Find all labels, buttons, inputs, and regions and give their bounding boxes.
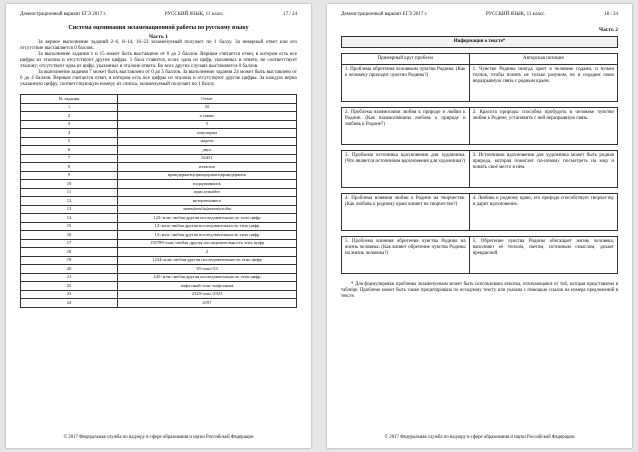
table-row <box>21 171 297 180</box>
task-number-cell: 10 <box>21 180 118 189</box>
author-position-cell: 1. Чувство Родины иногда зреет в человеке годами, и нужен толчок, чтобы понять не только разумом, но и сердцем свою неразрывную связь с родным краем. <box>469 65 617 102</box>
answer-cell: откупорил <box>118 129 297 138</box>
header-subject: РУССКИЙ ЯЗЫК, 11 класс. <box>164 12 225 17</box>
footnote: * Для формулировки проблемы экзаменуемым может быть использована лексика, отличающаяся от той, которая представлена в таблице. Проблема может быть также процитирована по исходному тексту или указана с помощью ссылок на номера предложений в тексте. <box>341 282 618 299</box>
task-number-cell: 1 <box>21 103 118 112</box>
header-page-number: 18 / 24 <box>604 12 618 17</box>
task-number-cell: 19 <box>21 256 118 265</box>
answer-cell: пафосный<или>пафосным <box>118 282 297 291</box>
answer-cell: 5 <box>118 120 297 129</box>
task-number-cell: 15 <box>21 222 118 231</box>
table-row <box>21 222 297 231</box>
task-number-cell: 22 <box>21 282 118 291</box>
task-number-cell: 9 <box>21 171 118 180</box>
answer-cell: 12<или>любая другая последовательность этих цифр <box>118 222 297 231</box>
table-row <box>21 120 297 129</box>
header-subject: РУССКИЙ ЯЗЫК, 11 класс. <box>485 12 546 17</box>
table-row <box>21 112 297 121</box>
answer-cell: 4197 <box>118 299 297 308</box>
answer-cell: надеть <box>118 137 297 146</box>
task-number-cell: 17 <box>21 239 118 248</box>
task-number-cell: 5 <box>21 137 118 146</box>
answer-cell: 123<или>любая другая последовательность этих цифр <box>118 214 297 223</box>
answer-cell: 35<или>53 <box>118 265 297 274</box>
task-number-cell: 7 <box>21 154 118 163</box>
header-title: Демонстрационный вариант ЕГЭ 2017 г. <box>341 12 428 17</box>
paragraph: За верное выполнение заданий 2–6, 8–14, 16–23 экзаменуемый получает по 1 баллу. За неверный ответ или его отсутствие выставляется 0 баллов. <box>20 40 297 51</box>
page-footer: © 2017 Федеральная служба по надзору в сфере образования и науки Российской Федерации <box>384 435 575 440</box>
task-number-cell: 23 <box>21 290 118 299</box>
answer-cell: подорвавшись <box>118 180 297 189</box>
paragraph: За выполнение задания 1 и 15 может быть выставлено от 0 до 2 баллов. Верным считается ответ, в котором есть все цифры из эталона и отсутствуют другие цифры. 1 балл ставится, если: одна из цифр, указанных в ответе, не соответствует эталону; отсутствует одна из цифр, указанных в эталоне ответа. Во всех других случаях выставляется 0 баллов. <box>20 52 297 69</box>
table-header-row <box>21 95 297 104</box>
header-page-number: 17 / 24 <box>283 12 297 17</box>
text-info-table-body <box>342 65 618 274</box>
answer-cell: 1234<или>любая другая последовательность этих цифр <box>118 256 297 265</box>
page-footer: © 2017 Федеральная служба по надзору в сфере образования и науки Российской Федерации <box>63 435 254 440</box>
task-number-cell: 12 <box>21 197 118 206</box>
answer-cell: 135789<или>любая другая последовательность этих цифр <box>118 239 297 248</box>
table-row <box>21 265 297 274</box>
answer-cell: зачем|чтобы|затем|чтобы <box>118 205 297 214</box>
table-row <box>21 103 297 112</box>
table-row <box>342 108 618 145</box>
problem-cell: 4. Проблема влияния любви к Родине на творчество. (Как любовь к родному краю влияет на творчество?) <box>342 194 470 231</box>
answer-cell: нетерпеливого <box>118 197 297 206</box>
author-position-cell: 2. Красота природы способна пробудить в человеке чувство любви к Родине, установить с ней неразрывную связь. <box>469 108 617 145</box>
table-row <box>21 239 297 248</box>
page-header <box>341 12 618 17</box>
part-heading: Часть 2 <box>599 27 618 33</box>
answer-cell: 35 <box>118 103 297 112</box>
problem-cell: 5. Проблема влияния обретения чувства Родины на жизнь человека. (Как влияет обретение чувства Родины на жизнь человека?) <box>342 237 470 274</box>
problem-cell: 1. Проблема обретения человеком чувства Родины. (Как к человеку приходит чувство Родины?) <box>342 65 470 102</box>
header-title: Демонстрационный вариант ЕГЭ 2017 г. <box>20 12 107 17</box>
table-row <box>21 197 297 206</box>
task-number-cell: 4 <box>21 129 118 138</box>
task-number-cell: 18 <box>21 248 118 257</box>
answer-cell: 2329<или>2923 <box>118 290 297 299</box>
problem-cell: 3. Проблема источника вдохновения для художника. (Что является источником вдохновения для художника?) <box>342 151 470 188</box>
table-row <box>342 65 618 102</box>
table-row <box>21 282 297 291</box>
page-right <box>327 4 632 448</box>
task-number-cell: 24 <box>21 299 118 308</box>
task-number-cell: 20 <box>21 265 118 274</box>
answer-cell: 12<или>любая другая последовательность этих цифр <box>118 231 297 240</box>
section-heading: Система оценивания экзаменационной работы по русскому языку <box>68 25 249 31</box>
answer-cell: 245<или>любая другая последовательность этих цифр <box>118 273 297 282</box>
table-caption: Информация о тексте* <box>342 37 618 48</box>
task-number-cell: 16 <box>21 231 118 240</box>
table-row <box>21 146 297 155</box>
author-position-cell: 5. Обретение чувства Родины обогащает жизнь человека, наполняет её теплом, светом, истинным смыслом, делает прекрасной. <box>469 237 617 274</box>
table-row <box>21 214 297 223</box>
table-row <box>21 256 297 265</box>
table-row <box>21 248 297 257</box>
author-position-cell: 3. Источником вдохновения для художника может быть родная природа, которая помогает по-новому посмотреть на мир и понять своё место в нём. <box>469 151 617 188</box>
table-row <box>21 137 297 146</box>
task-number-cell: 13 <box>21 205 118 214</box>
answers-table-body <box>21 103 297 307</box>
answer-cell: излагать <box>118 163 297 172</box>
answer-cell: прислушайте <box>118 188 297 197</box>
table-row <box>21 129 297 138</box>
table-row <box>21 163 297 172</box>
column-header-answer: Ответ <box>118 95 297 104</box>
paragraph: За выполнение задания 7 может быть выставлено от 0 до 5 баллов. За выполнение задания 24 может быть выставлено от 0 до 4 баллов. Верным считается ответ, в котором есть все цифры из эталона и отсутствуют другие цифры. За каждую верно указанную цифру, соответствующую номеру из списка, экзаменуемый получает по 1 баллу. <box>20 70 297 87</box>
table-row <box>342 237 618 274</box>
answer-cell: приидержать|приидержать|приидержать <box>118 171 297 180</box>
answer-cell: двух <box>118 146 297 155</box>
table-row <box>21 273 297 282</box>
author-position-cell: 4. Любовь к родному краю, его природе способствует творчеству и дарит вдохновение. <box>469 194 617 231</box>
table-row <box>21 299 297 308</box>
table-row <box>21 188 297 197</box>
column-header-problems: Примерный круг проблем <box>342 54 470 65</box>
column-header-task: № задания <box>21 95 118 104</box>
task-number-cell: 8 <box>21 163 118 172</box>
table-row <box>21 180 297 189</box>
task-number-cell: 14 <box>21 214 118 223</box>
answers-table <box>20 94 297 308</box>
page-header <box>20 12 297 17</box>
column-header-position: Авторская позиция <box>469 54 617 65</box>
task-number-cell: 2 <box>21 112 118 121</box>
task-number-cell: 3 <box>21 120 118 129</box>
table-row <box>342 194 618 231</box>
table-row <box>21 205 297 214</box>
table-row <box>342 151 618 188</box>
task-number-cell: 11 <box>21 188 118 197</box>
problem-cell: 2. Проблема взаимосвязи любви к природе и любви к Родине. (Как взаимосвязаны любовь к природе и любовь к Родине?) <box>342 108 470 145</box>
page-left <box>6 4 311 448</box>
answer-cell: 2 <box>118 248 297 257</box>
task-number-cell: 21 <box>21 273 118 282</box>
table-row <box>21 154 297 163</box>
table-row <box>21 290 297 299</box>
answer-cell: 32451 <box>118 154 297 163</box>
text-info-table <box>341 36 618 274</box>
answer-cell: а также <box>118 112 297 121</box>
table-row <box>21 231 297 240</box>
task-number-cell: 6 <box>21 146 118 155</box>
part-heading: Часть 1 <box>149 34 168 40</box>
